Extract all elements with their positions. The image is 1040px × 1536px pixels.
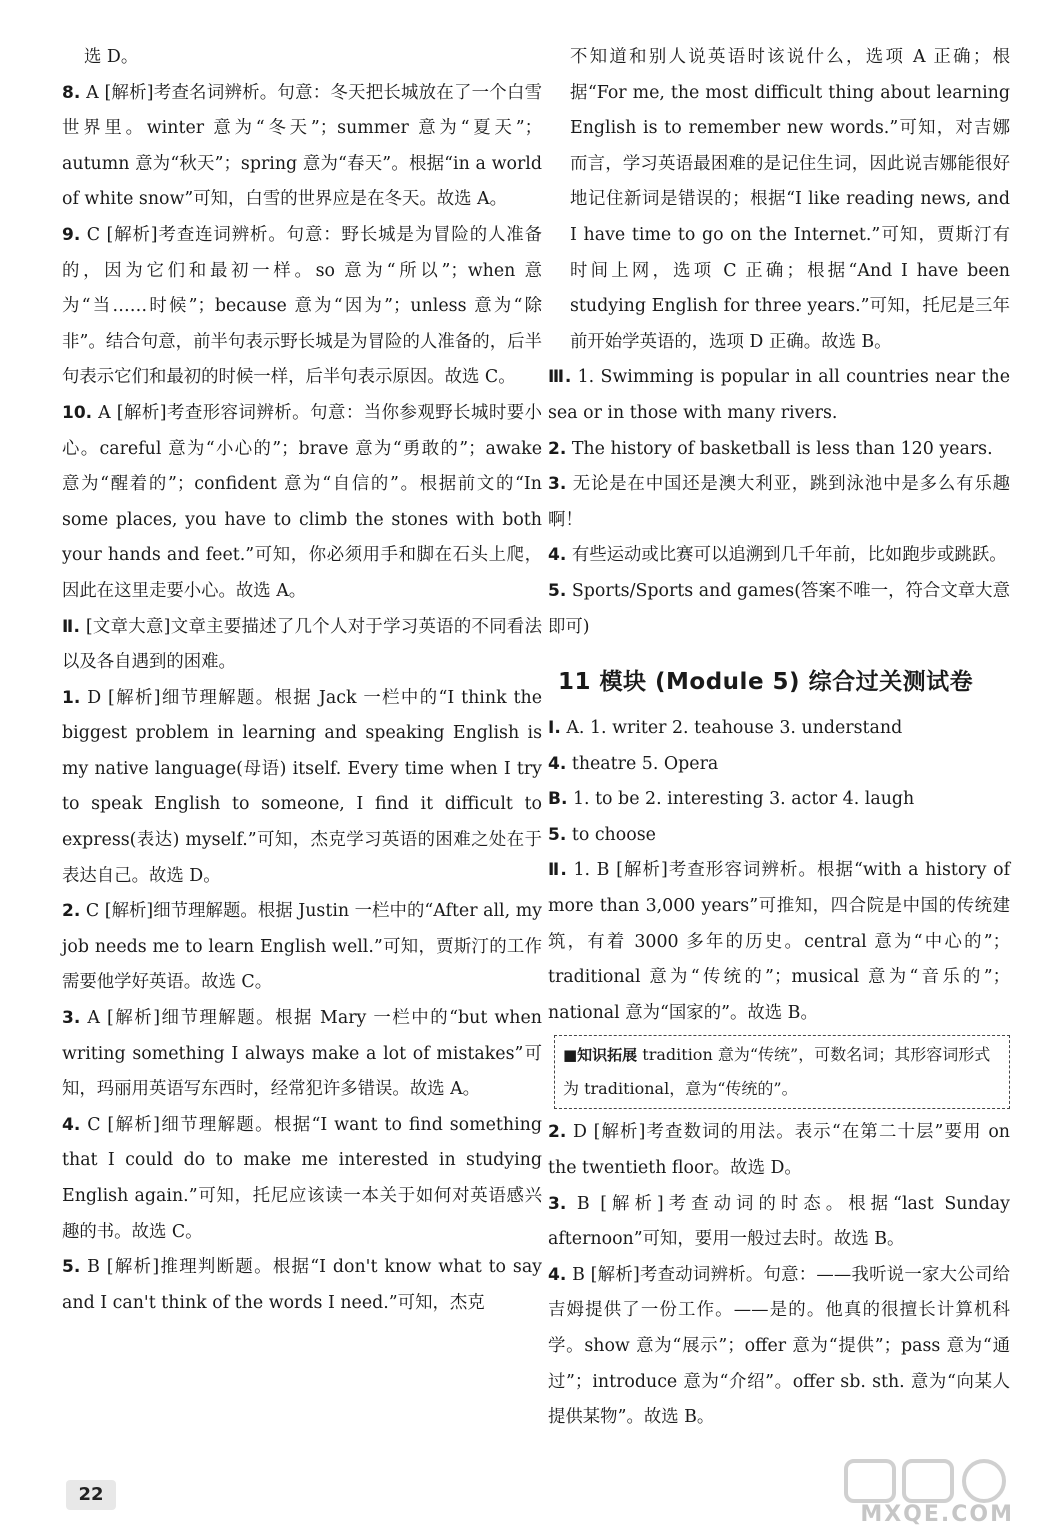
left-column — [62, 40, 542, 1321]
item-text: B [解析]推理判断题。根据“I don't know what to say and I can't think of the words I need.”可知，杰克 — [62, 1257, 543, 1313]
item-number: 5. — [548, 580, 567, 601]
item-text: A [解析]考查名词辨析。句意：冬天把长城放在了一个白雪世界里。winter 意为“冬天”；summer 意为“夏天”；autumn 意为“秋天”；spring 意为“春天”。根据“in a world of white snow”可知，白雪的世界应是在冬天。故选 A。 — [62, 82, 542, 210]
answer-paragraph — [548, 432, 1010, 468]
item-number: Ⅱ. — [62, 616, 80, 637]
item-number: Ⅲ. — [548, 367, 572, 388]
item-text: C [解析]考查连词辨析。句意：野长城是为冒险的人准备的，因为它们和最初一样。so 意为“所以”；when 意为“当……时候”；because 意为“因为”；unless 意为“除非”。结合句意，前半句表示野长城是为冒险的人准备的，后半句表示它们和最初的时候一样，后半句表示原因。故选 C。 — [62, 224, 543, 388]
item-number: Ⅱ. — [548, 860, 567, 881]
item-text: 不知道和别人说英语时该说什么，选项 A 正确；根据“For me, the most difficult thing about learning English is to remember new words.”可知，对吉娜而言，学习英语最困难的是记住生词，因此说吉娜能很好地记住新词是错误的；根据“I like reading news, and I have time to go on the Internet.”可知，贾斯汀有时间上网，选项 C 正确；根据“And I have been studying English for three years.”可知，托尼是三年前开始学英语的，选项 D 正确。故选 B。 — [570, 47, 1010, 352]
item-text: D [解析]细节理解题。根据 Jack 一栏中的“I think the biggest problem in learning and speaking English is my native language(母语) itself. Every time when I try to speak English to someone, I find it difficult to express(表达) myself.”可知，杰克学习英语的困难之处在于表达自己。故选 D。 — [62, 687, 542, 886]
answer-paragraph — [62, 76, 542, 218]
watermark-text: MXQE.COM — [860, 1502, 1014, 1527]
item-text: A [解析]考查形容词辨析。句意：当你参观野长城时要小心。careful 意为“小心的”；brave 意为“勇敢的”；awake 意为“醒着的”；confident 意为“自信的”。根据前文的“In some places, you have to climb the stones with both your hands and feet.”可知，你必须用手和脚在石头上爬，因此在这里走要小心。故选 A。 — [62, 402, 542, 601]
item-text: to choose — [571, 824, 656, 845]
item-text: The history of basketball is less than 120 years. — [571, 438, 993, 459]
answer-paragraph — [548, 1258, 1010, 1436]
item-number: 5. — [62, 1257, 81, 1278]
item-text: theatre 5. Opera — [571, 753, 719, 774]
answer-paragraph — [62, 1250, 542, 1321]
answer-paragraph — [548, 1187, 1010, 1258]
answer-paragraph — [62, 40, 542, 76]
item-number: 4. — [548, 545, 567, 566]
answer-paragraph — [548, 360, 1010, 431]
answer-paragraph — [548, 711, 1010, 747]
item-text: B [解析]考查动词的时态。根据“last Sunday afternoon”可知，要用一般过去时。故选 B。 — [548, 1193, 1011, 1250]
answer-paragraph — [548, 40, 1010, 360]
answer-paragraph — [62, 1001, 542, 1108]
item-number: 10. — [62, 402, 93, 423]
item-text: [文章大意]文章主要描述了几个人对于学习英语的不同看法以及各自遇到的困难。 — [62, 616, 543, 673]
watermark-logo — [840, 1455, 1020, 1531]
answer-paragraph — [548, 747, 1010, 783]
item-text: 选 D。 — [84, 47, 139, 67]
answer-paragraph — [62, 894, 542, 1001]
item-text: C [解析]细节理解题。根据“I want to find something that I could do to make me interested in studying English again.”可知，托尼应该读一本关于如何对英语感兴趣的书。故选 C。 — [62, 1114, 543, 1242]
item-number: 5. — [548, 824, 567, 845]
answer-paragraph — [548, 538, 1010, 574]
item-number: 3. — [548, 474, 567, 495]
item-text: 有些运动或比赛可以追溯到几千年前，比如跑步或跳跃。 — [571, 545, 1007, 566]
item-text: 1. B [解析]考查形容词辨析。根据“with a history of more than 3,000 years”可推知，四合院是中国的传统建筑，有着 3000 多年的历史。central 意为“中心的”；traditional 意为“传统的”；musical 意为“音乐的”；national 意为“国家的”。故选 B。 — [548, 860, 1011, 1023]
item-number: 2. — [62, 901, 81, 922]
answer-paragraph — [548, 574, 1010, 645]
answer-paragraph — [548, 818, 1010, 854]
item-text: B [解析]考查动词辨析。句意：——我听说一家大公司给吉姆提供了一份工作。——是的。他真的很擅长计算机科学。show 意为“展示”；offer 意为“提供”；pass 意为“通过”；introduce 意为“介绍”。offer sb. sth. 意为“向某人提供某物”。故选 B。 — [548, 1264, 1010, 1428]
answer-paragraph — [62, 1108, 542, 1250]
extension-text: tradition 意为“传统”，可数名词；其形容词形式为 traditional，意为“传统的”。 — [563, 1045, 991, 1099]
item-number: 3. — [62, 1008, 81, 1029]
item-number: 8. — [62, 82, 81, 103]
item-text: A [解析]细节理解题。根据 Mary 一栏中的“but when writing something I always make a lot of mistakes”可知，玛丽用英语写东西时，经常犯许多错误。故选 A。 — [62, 1008, 542, 1100]
section-title: 11 模块 (Module 5) 综合过关测试卷 — [558, 669, 974, 696]
item-number: 3. — [548, 1193, 567, 1214]
item-number: 4. — [548, 753, 567, 774]
item-text: D [解析]考查数词的用法。表示“在第二十层”要用 on the twentieth floor。故选 D。 — [548, 1122, 1010, 1179]
item-text: 1. Swimming is popular in all countries near the sea or in those with many rivers. — [548, 367, 1010, 423]
right-column — [548, 40, 1010, 1436]
extension-label: ■知识拓展 — [563, 1046, 638, 1065]
right-column-top — [548, 40, 1010, 645]
item-text: 1. to be 2. interesting 3. actor 4. laugh — [572, 789, 915, 810]
item-number: 2. — [548, 438, 567, 459]
item-number: 4. — [548, 1264, 567, 1285]
item-number: Ⅰ. — [548, 718, 561, 739]
page-number: 22 — [66, 1480, 116, 1510]
item-text: A. 1. writer 2. teahouse 3. understand — [566, 718, 903, 739]
item-text: C [解析]细节理解题。根据 Justin 一栏中的“After all, my job needs me to learn English well.”可知，贾斯汀的工作需要他学好英语。故选 C。 — [62, 901, 543, 993]
answer-paragraph — [548, 853, 1010, 1031]
answer-paragraph — [62, 681, 542, 895]
answer-paragraph — [548, 782, 1010, 818]
item-number: 1. — [62, 687, 81, 708]
item-text: Sports/Sports and games(答案不唯一，符合文章大意即可) — [548, 580, 1010, 637]
answer-paragraph — [548, 467, 1010, 538]
answer-paragraph — [62, 396, 542, 610]
answer-paragraph — [548, 1115, 1010, 1186]
right-column-bottom — [548, 711, 1010, 1031]
right-column-end — [548, 1115, 1010, 1435]
item-number: 9. — [62, 224, 81, 245]
answer-paragraph — [62, 218, 542, 396]
item-number: B. — [548, 789, 568, 810]
knowledge-extension-box — [554, 1035, 1010, 1109]
answer-paragraph — [62, 610, 542, 681]
item-text: 无论是在中国还是澳大利亚，跳到泳池中是多么有乐趣啊！ — [548, 474, 1010, 530]
item-number: 4. — [62, 1114, 81, 1135]
item-number: 2. — [548, 1122, 567, 1143]
